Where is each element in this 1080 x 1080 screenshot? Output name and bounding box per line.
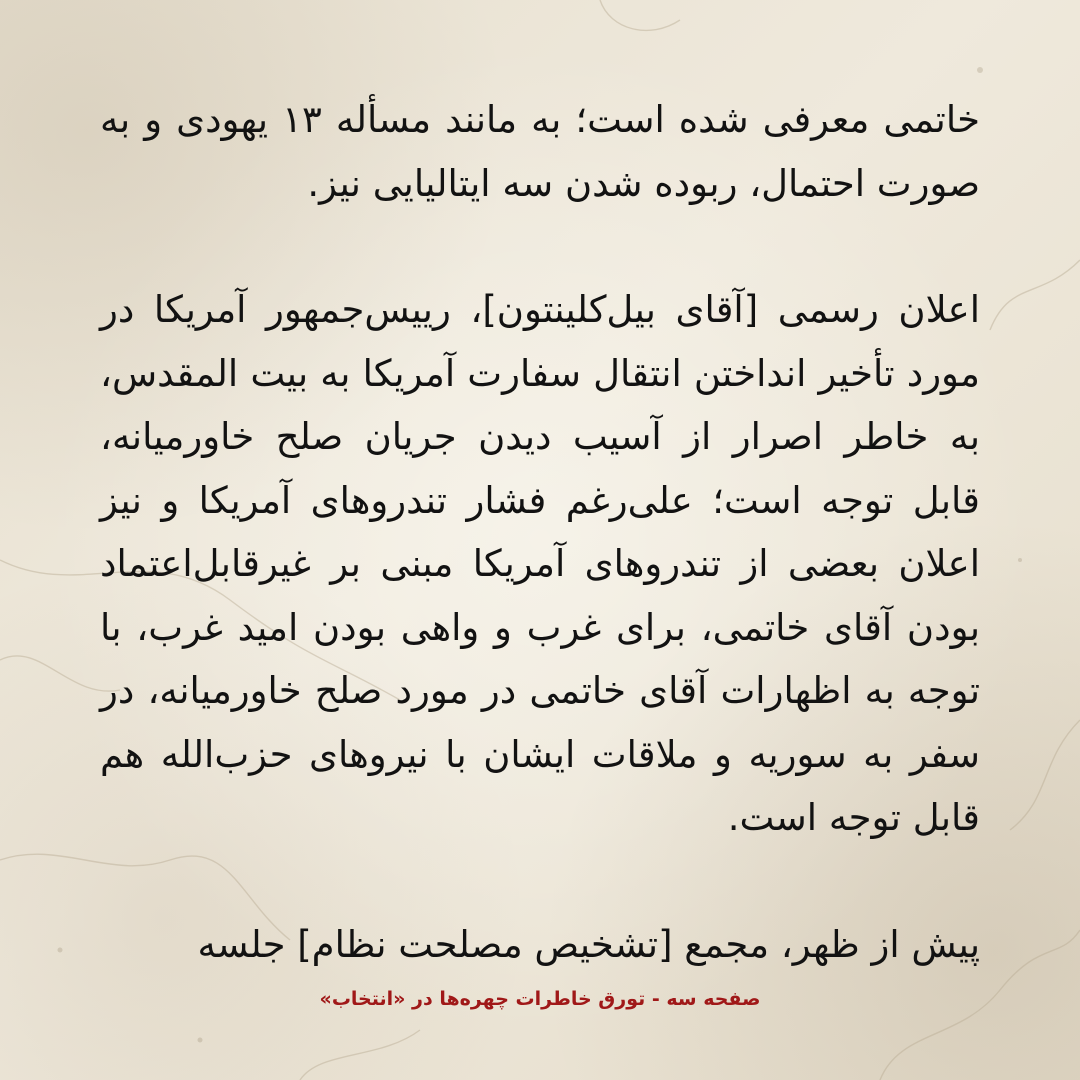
paragraph-spacer — [100, 215, 980, 278]
paragraph-1: خاتمی معرفی شده است؛ به مانند مسأله ۱۳ یهودی و به صورت احتمال، ربوده شدن سه ایتالیایی نیز. — [100, 98, 980, 205]
paragraph-3: پیش از ظهر، مجمع [تشخیص مصلحت نظام] جلسه — [197, 922, 980, 966]
paragraph-2: اعلان رسمی [آقای بیل‌کلینتون]، رییس‌جمهور آمریکا در مورد تأخیر انداختن انتقال سفارت آمریکا به بیت المقدس، به خاطر اصرار از آسیب دیدن جریان صلح خاورمیانه، قابل توجه است؛ علی‌رغم فشار تندروهای آمریکا و نیز اعلان بعضی از تندروهای آمریکا مبنی بر غیرقابل‌اعتماد بودن آقای خاتمی، برای غرب و واهی بودن امید غرب، با توجه به اظهارات آقای خاتمی در مورد صلح خاورمیانه، در سفر به سوریه و ملاقات ایشان با نیروهای حزب‌الله هم قابل توجه است. — [100, 288, 980, 839]
paragraph-spacer — [100, 850, 980, 913]
document-body — [100, 88, 980, 976]
footer-caption: صفحه سه - تورق خاطرات چهره‌ها در «انتخاب» — [319, 988, 761, 1010]
